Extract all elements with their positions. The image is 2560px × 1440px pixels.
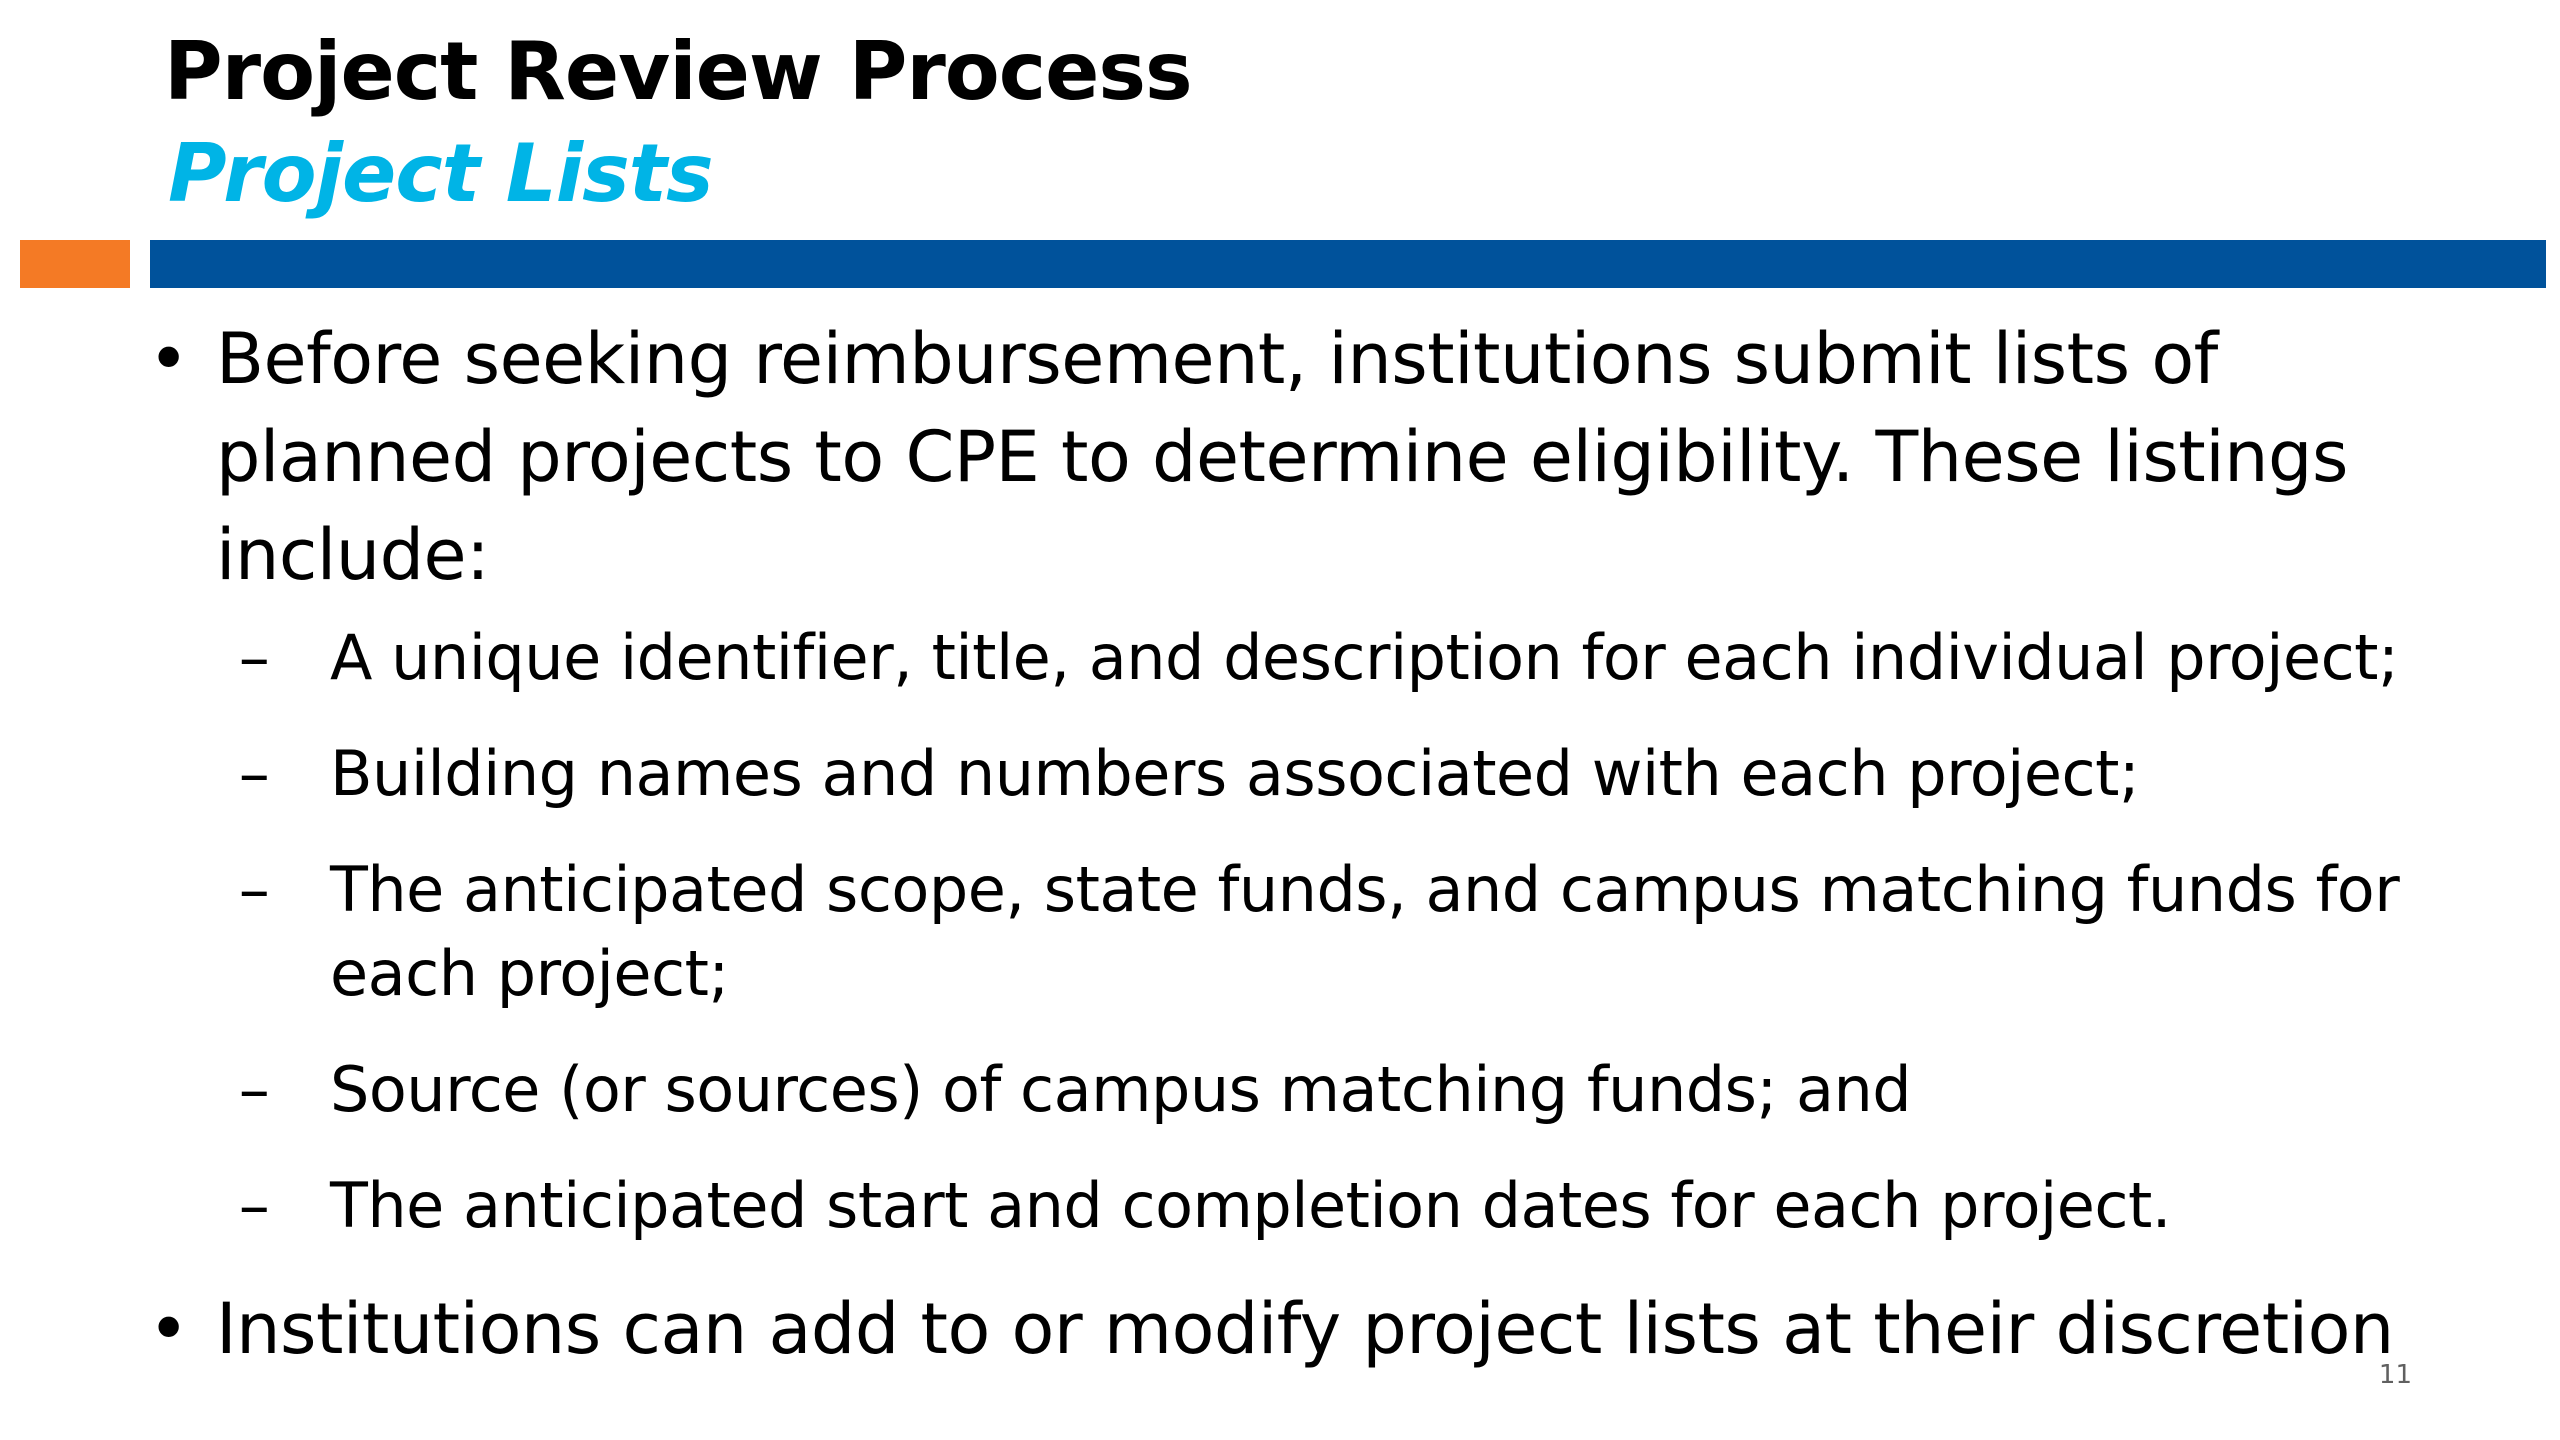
dash-marker: – <box>238 737 270 810</box>
sub-list-item <box>140 1048 2440 1132</box>
slide-body <box>140 310 2440 1378</box>
accent-bar-blue <box>150 240 2546 288</box>
bullet-marker: • <box>148 318 189 400</box>
sub-item-text: Source (or sources) of campus matching funds; and <box>330 1053 1912 1126</box>
sub-list-item <box>140 616 2440 700</box>
accent-bar-orange <box>20 240 130 288</box>
slide-subtitle: Project Lists <box>168 127 713 220</box>
sub-list-item <box>140 732 2440 816</box>
dash-marker: – <box>238 853 270 926</box>
bullet-item <box>140 310 2440 604</box>
sub-item-text: A unique identifier, title, and description for each individual project; <box>330 621 2399 694</box>
sub-item-text: Building names and numbers associated with each project; <box>330 737 2140 810</box>
bullet-marker: • <box>148 1288 189 1370</box>
sub-list-item <box>140 848 2440 1016</box>
sub-list-item <box>140 1164 2440 1248</box>
slide-title: Project Review Process <box>164 25 1192 118</box>
page-number: 11 <box>2378 1360 2412 1390</box>
sub-list <box>140 616 2440 1248</box>
sub-item-text: The anticipated start and completion dates for each project. <box>330 1169 2171 1242</box>
dash-marker: – <box>238 621 270 694</box>
bullet-text: Institutions can add to or modify project lists at their discretion <box>216 1288 2394 1370</box>
bullet-text: Before seeking reimbursement, institutions submit lists of planned projects to CPE to determine eligibility. These listings include: <box>216 318 2348 596</box>
dash-marker: – <box>238 1053 270 1126</box>
bullet-item <box>140 1280 2440 1378</box>
sub-item-text: The anticipated scope, state funds, and campus matching funds for each project; <box>330 853 2400 1010</box>
dash-marker: – <box>238 1169 270 1242</box>
